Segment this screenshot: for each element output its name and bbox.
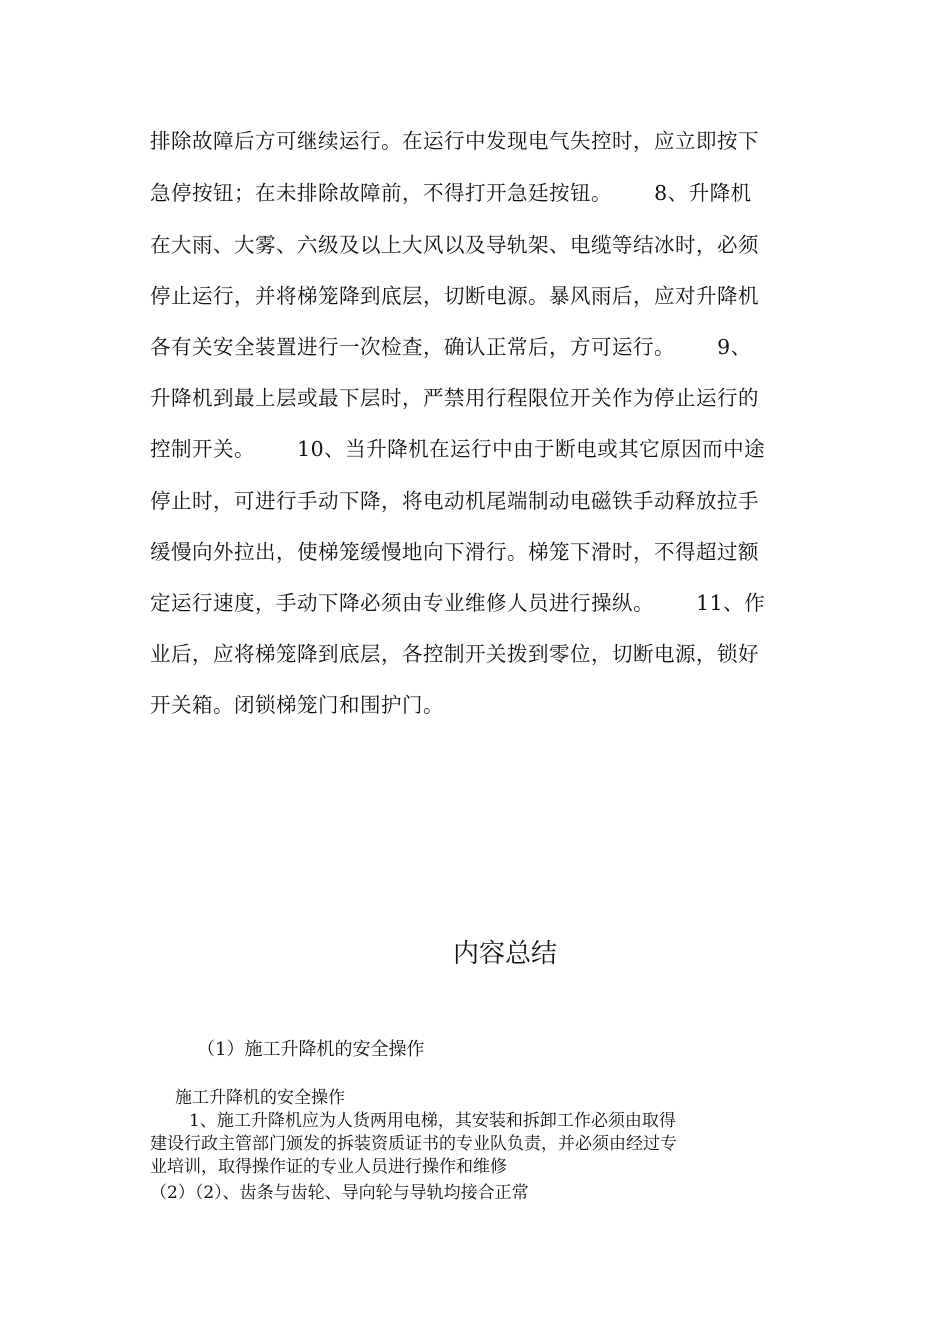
- body-line: 开关箱。闭锁梯笼门和围护门。: [150, 693, 444, 717]
- body-line: 控制开关。 10、当升降机在运行中由于断电或其它原因而中途: [150, 437, 766, 461]
- body-line: 缓慢向外拉出，使梯笼缓慢地向下滑行。梯笼下滑时，不得超过额: [150, 540, 759, 564]
- summary-paragraph-line: 业培训，取得操作证的专业人员进行操作和维修: [150, 1157, 507, 1177]
- body-line: 在大雨、大雾、六级及以上大风以及导轨架、电缆等结冰时，必须: [150, 233, 759, 257]
- body-line: 各有关安全装置进行一次检查，确认正常后，方可运行。 9、: [150, 335, 752, 359]
- body-line: 急停按钮；在未排除故障前，不得打开急廷按钮。 8、升降机: [150, 181, 752, 205]
- body-line: 排除故障后方可继续运行。在运行中发现电气失控时，应立即按下: [150, 129, 759, 153]
- summary-paragraph-line: 建设行政主管部门颁发的拆装资质证书的专业队负责，并必须由经过专: [150, 1134, 677, 1154]
- body-line: 业后，应将梯笼降到底层，各控制开关拨到零位，切断电源，锁好: [150, 642, 759, 666]
- body-line: 定运行速度，手动下降必须由专业维修人员进行操纵。 11、作: [150, 591, 766, 615]
- summary-subtitle: 施工升降机的安全操作: [175, 1088, 345, 1108]
- summary-item-1: （1）施工升降机的安全操作: [197, 1039, 425, 1060]
- body-line: 停止运行，并将梯笼降到底层，切断电源。暴风雨后，应对升降机: [150, 284, 759, 308]
- summary-paragraph-line: 1、施工升降机应为人货两用电梯，其安装和拆卸工作必须由取得: [189, 1111, 676, 1131]
- summary-item-2: （2）（2）、齿条与齿轮、导向轮与导轨均接合正常: [150, 1183, 529, 1203]
- body-line: 升降机到最上层或最下层时，严禁用行程限位开关作为停止运行的: [150, 386, 759, 410]
- body-line: 停止时，可进行手动下降，将电动机尾端制动电磁铁手动释放拉手: [150, 489, 759, 513]
- summary-title: 内容总结: [452, 939, 557, 969]
